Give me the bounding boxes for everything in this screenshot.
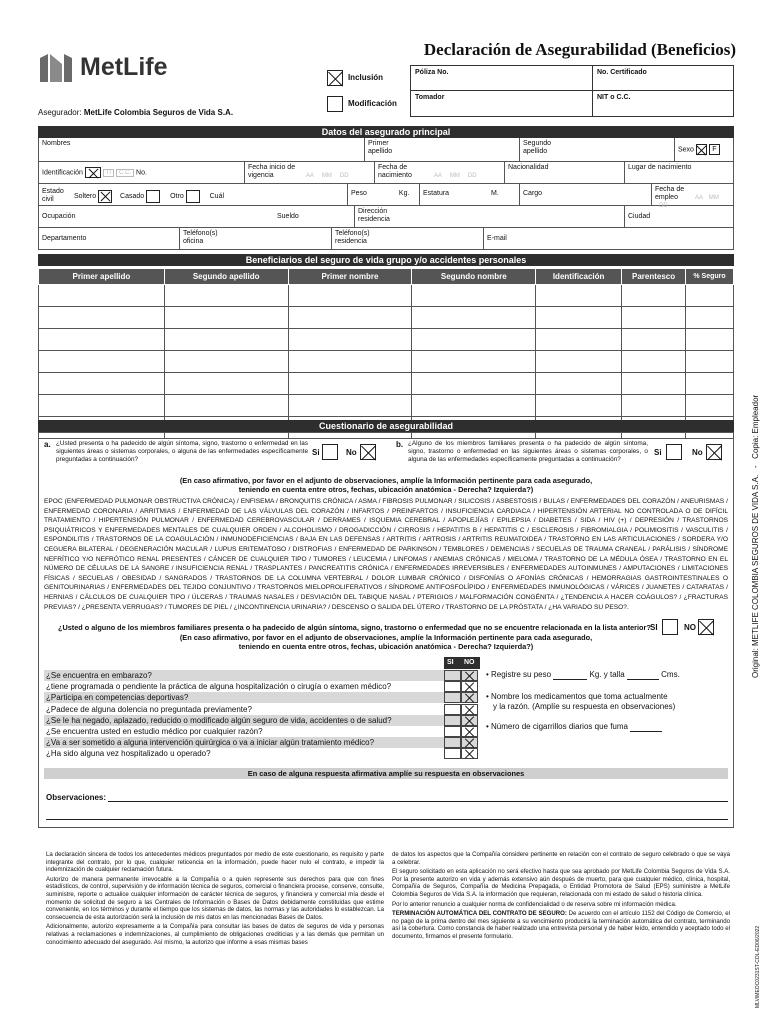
metlife-logo-icon bbox=[38, 52, 74, 84]
height-input[interactable] bbox=[627, 679, 659, 680]
beneficiary-cell[interactable] bbox=[288, 373, 412, 395]
side-cig-item: • Número de cigarrillos diarios que fuma bbox=[486, 722, 726, 732]
beneficiary-cell[interactable] bbox=[622, 395, 686, 417]
beneficiary-cell[interactable] bbox=[164, 373, 288, 395]
health-question-si-checkbox[interactable] bbox=[444, 737, 461, 748]
beneficiary-cell[interactable] bbox=[412, 307, 536, 329]
inicio-mm[interactable]: MM bbox=[321, 173, 332, 179]
instructions-2 bbox=[44, 633, 728, 651]
vertical-copy-note: Original: METLIFE COLOMBIA SEGUROS DE VIDA S.A. - Copia: Empleador bbox=[751, 394, 760, 678]
id-type-x-checkbox[interactable] bbox=[85, 167, 101, 178]
insured-section-title: Datos del asegurado principal bbox=[38, 126, 734, 138]
beneficiary-cell[interactable] bbox=[412, 351, 536, 373]
question-a-no-checkbox[interactable] bbox=[360, 444, 376, 460]
beneficiary-cell[interactable] bbox=[288, 307, 412, 329]
estado-civil-label: Estado civil bbox=[42, 188, 64, 203]
beneficiary-cell[interactable] bbox=[39, 395, 165, 417]
health-question-row: ¿Se encuentra usted en estudio médico por cualquier razón? bbox=[46, 727, 263, 736]
beneficiary-cell[interactable] bbox=[412, 373, 536, 395]
inicio-dd[interactable]: DD bbox=[339, 173, 349, 179]
fecha-empleo-label: Fecha de empleo bbox=[655, 186, 685, 201]
col-porcentaje: % Seguro bbox=[686, 269, 734, 285]
civil-row bbox=[38, 184, 734, 209]
disease-list: EPOC (ENFERMEDAD PULMONAR OBSTRUCTIVA CRÓNICA) / ENFISEMA / BRONQUITIS CRÓNICA / ASMA / FIBROSIS PULMONAR / SILICOSIS / ASBESTOSIS / BULAS / ENFERMEDADES DEL CORAZÓN / ANEURISMAS / ENFERMEDAD CORONARIA / ARRITMIAS / ENFERMEDAD DE LAS VÁLVULAS DEL CORAZÓN / INFARTOS / PREINFARTOS / INSUFICIENCIA CARDIACA / HIPERTENSIÓN ARTERIAL NO CONTROLADA O DE DIFÍCIL TRATAMIENTO / HIPERTENSIÓN PULMONAR / ENFERMEDAD CEREBROVASCULAR / DERRAMES / ISQUEMIA CEREBRAL / APOPLEJÍAS / EPILEPSIA / DIABETES / SIDA / HIV (+) / DEPRESIÓN / TRASTORNOS PSIQUIÁTRICOS Y ENFERMEDADES MENTALES DE CUALQUIER ORDEN / ALCOHOLISMO / DROGADICCIÓN / CIRROSIS / HEPATITIS B / HEPATITIS C / ESCLEROSIS / FIBROMIALGIA / POLIMIOSITIS / VASCULITIS / ESPONDILITIS / TRASTORNOS DE LA COAGULACIÓN / INMUNODEFICIENCIAS / BAJA EN LAS DEFENSAS / ARTRITIS / ARTROSIS / ARTRITIS REUMATOIDEA / TRASTORNO EN LAS ARTICULACIONES / SORDERA Y/O CEGUERA BILATERAL / DEGENERACIÓN MACULAR / LUPUS ERITEMATOSO / DISTROFIAS / ENFERMEDAD DE PARKINSON / TEMBLORES / DEMENCIAS / SECUELAS DE TRAUMA CRANEAL / PARÁLISIS / SÍNDROME NEFRÍTICO Y/O NEFRÓTICO RENAL PRESENTES / CÁNCER DE CUALQUIER TIPO / TUMORES / LEUCEMIA / LINFOMAS / ANEMIAS CRÓNICAS / MIELOMA / TRASTORNO DE LA MÉDULA ÓSEA / TRASTORNO EN EL NÚMERO DE CÉLULAS DE LA SANGRE / INSUFICIENCIA RENAL / TRASPLANTES / PANCREATITIS CRÓNICA / ENFERMEDADES IRREVERSIBLES / ENFERMEDADES AUTOINMUNES / AMPUTACIONES / LIMITACIONES FÍSICAS / SECUELAS / OBESIDAD / SANGRADOS / TRASTORNOS DE LA COLUMNA VERTEBRAL / DOLOR LUMBAR CRÓNICO / DISFONÍAS O AFONÍAS CRÓNICAS / HEMORRAGIAS GASTROINTESTINALES O GENITOURINARIAS / ENFERMEDADES DEL TEJIDO CONJUNTIVO / TRASTORNOS MIELOPROLIFERATIVOS / SÍNDROME ANTIFOSFOLÍPIDO / ENFERMEDADES INMUNOLÓGICAS / VÁRICES / JUANETES / CATARATAS / HERNIAS / CÁLCULOS DE CUALQUIER TIPO / ÚLCERAS / TRAUMAS NASALES / DESVIACIÓN DEL TABIQUE NASAL / PTERIGIOS / MALFORMACIÓN CONGÉNITA / ¿TENDENCIA A HACER COÁGULOS? / ¿FRACTURAS PREVIAS? / ¿PRESENTA VERRUGAS? / TUMORES DE PIEL / ¿INCONTINENCIA URINARIA? / DESCENSO O SALIDA DEL ÚTERO / TRASTORNO DE LA PRÓSTATA / ¿HA VARIADO SU PESO?. bbox=[44, 498, 728, 611]
poliza-field[interactable]: Póliza No. bbox=[415, 69, 449, 76]
beneficiaries-table bbox=[38, 268, 734, 439]
question-a bbox=[44, 440, 384, 470]
health-question-no-checkbox[interactable] bbox=[461, 692, 478, 703]
beneficiary-cell[interactable] bbox=[622, 307, 686, 329]
health-question-row: ¿Se encuentra en embarazo? bbox=[44, 670, 478, 681]
observaciones-line-1[interactable] bbox=[108, 801, 728, 802]
health-question-si-checkbox[interactable] bbox=[444, 670, 461, 681]
question-b-si-checkbox[interactable] bbox=[666, 444, 682, 460]
beneficiary-cell[interactable] bbox=[39, 285, 165, 307]
otro-label: Otro bbox=[170, 192, 184, 200]
col-identificacion: Identificación bbox=[536, 269, 622, 285]
beneficiary-cell[interactable] bbox=[536, 329, 622, 351]
certificado-field[interactable]: No. Certificado bbox=[597, 69, 647, 76]
footer-termination bbox=[392, 910, 730, 940]
segundo-apellido-field[interactable]: Segundo apellido bbox=[523, 140, 552, 155]
soltero-label: Soltero bbox=[73, 192, 97, 200]
casado-checkbox[interactable] bbox=[146, 190, 160, 203]
health-question-no-checkbox[interactable] bbox=[461, 748, 478, 759]
side-cms-label: Cms. bbox=[661, 670, 680, 679]
col-primer-apellido: Primer apellido bbox=[39, 269, 165, 285]
health-question-no-checkbox[interactable] bbox=[461, 704, 478, 715]
question-a-si-checkbox[interactable] bbox=[322, 444, 338, 460]
health-question-row: ¿Se le ha negado, aplazado, reducido o modificado algún seguro de vida, accidentes o de salud? bbox=[44, 715, 478, 726]
insurer-label: Asegurador: bbox=[38, 108, 82, 117]
departamento-row bbox=[38, 228, 734, 250]
health-question-si-checkbox[interactable] bbox=[444, 715, 461, 726]
beneficiary-cell[interactable] bbox=[686, 351, 734, 373]
beneficiary-cell[interactable] bbox=[622, 351, 686, 373]
health-question-si-checkbox[interactable] bbox=[444, 748, 461, 759]
insurer-name: MetLife Colombia Seguros de Vida S.A. bbox=[83, 108, 234, 117]
vertical-form-code: MLVIMEOC0231ST-COL-ED06/2022 bbox=[755, 925, 761, 1008]
side-meds-line2: y la razón. (Amplíe su respuesta en observaciones) bbox=[493, 702, 676, 711]
side-weight-item: • Registre su peso Kg. y talla Cms. bbox=[486, 670, 680, 679]
question-a-text: ¿Usted presenta o ha padecido de algún síntoma, signo, trastorno o enfermedad en las siguientes áreas o sistemas corporales, o alguna de las enfermedades específicamente preguntadas a continuación? bbox=[56, 440, 308, 463]
beneficiary-cell[interactable] bbox=[536, 285, 622, 307]
tel-oficina-field[interactable]: Teléfono(s) oficina bbox=[183, 230, 218, 245]
peso-field[interactable]: Peso bbox=[351, 190, 367, 197]
names-row bbox=[38, 138, 734, 162]
estatura-field[interactable]: Estatura bbox=[423, 190, 450, 197]
policy-box bbox=[410, 65, 734, 117]
col-segundo-nombre: Segundo nombre bbox=[412, 269, 536, 285]
beneficiary-cell[interactable] bbox=[686, 395, 734, 417]
nacimiento-dd[interactable]: DD bbox=[467, 173, 477, 179]
termination-text: De acuerdo con el artículo 1152 del Código de Comercio, el no pago de la prima dentro del mes siguiente a su vencimiento producirá la terminación automática del contrato, terminando así la cobertura. Como constancia de haber realizado una entrevista personal y de haber leído, entendido y aceptado todo el documento, firmamos el presente formulario. bbox=[392, 910, 730, 940]
modification-checkbox[interactable] bbox=[327, 96, 343, 112]
beneficiary-cell[interactable] bbox=[164, 307, 288, 329]
affirmative-bar: En caso de alguna respuesta afirmativa amplíe su respuesta en observaciones bbox=[44, 768, 728, 779]
otro-checkbox[interactable] bbox=[186, 190, 200, 203]
table-row bbox=[39, 351, 734, 373]
health-question-si-checkbox[interactable] bbox=[444, 681, 461, 692]
health-question-no-checkbox[interactable] bbox=[461, 670, 478, 681]
nacimiento-mm[interactable]: MM bbox=[449, 173, 460, 179]
insurer-line bbox=[38, 108, 233, 117]
id-cc-option[interactable]: C.C. bbox=[116, 169, 134, 177]
email-field[interactable]: E-mail bbox=[487, 235, 507, 242]
health-question-no-checkbox[interactable] bbox=[461, 737, 478, 748]
question-b-text: ¿Alguno de los miembros familiares presenta o ha padecido de algún síntoma, signo, trastorno o enfermedad en las siguientes áreas o sistemas corporales, o alguna de las enfermedades específicamente preguntadas a continuación? bbox=[408, 440, 648, 463]
empleo-aa[interactable]: AA bbox=[694, 195, 703, 201]
health-question-row: ¿Padece de alguna dolencia no preguntada previamente? bbox=[46, 704, 252, 714]
estatura-unit: M. bbox=[491, 190, 499, 197]
beneficiary-cell[interactable] bbox=[164, 395, 288, 417]
col-primer-nombre: Primer nombre bbox=[288, 269, 412, 285]
beneficiary-cell[interactable] bbox=[536, 373, 622, 395]
ciudad-field[interactable]: Ciudad bbox=[628, 213, 651, 220]
health-question-no-checkbox[interactable] bbox=[461, 715, 478, 726]
col-parentesco: Parentesco bbox=[622, 269, 686, 285]
side-meds-line1: Nombre los medicamentos que toma actualmente bbox=[491, 692, 668, 701]
footer-left-p1: La declaración sincera de todos los antecedentes médicos preguntados por medio de este cuestionario, es requisito y parte integrante del contrato, por lo que, cualquier reticencia en la información, puede hacer nulo el contrato, e impedir la indemnización de cualquier reclamación futura. bbox=[46, 851, 384, 874]
beneficiary-cell[interactable] bbox=[686, 307, 734, 329]
soltero-checkbox[interactable] bbox=[98, 190, 112, 203]
beneficiary-cell[interactable] bbox=[288, 285, 412, 307]
footer-left-p2: Autorizo de manera permanente irrevocable a la Compañía o a quien represente sus derechos para que con fines estadísticos, de control, supervisión y de información técnica de seguros, comercial o financiera procese, conserve, consulte, suministre, reporte o actualice cualquier información de carácter técnica de seguros, y financiera y comercial mía desde el momento de solicitud de seguro a las Centrales de Información o Bases de Datos debidamente constituidas que estime conveniente, en los términos y durante el tiempo que los sistemas de datos, las normas y las autoridades lo establezcan. La consecuencia de esta autorización será la inclusión de mis datos en las mencionadas Bases de Datos. bbox=[46, 875, 384, 921]
beneficiary-cell[interactable] bbox=[686, 373, 734, 395]
beneficiary-cell[interactable] bbox=[536, 307, 622, 329]
inclusion-checkbox[interactable] bbox=[327, 70, 343, 86]
beneficiaries-section-title: Beneficiarios del seguro de vida grupo y/o accidentes personales bbox=[38, 254, 734, 266]
beneficiary-cell[interactable] bbox=[288, 329, 412, 351]
beneficiary-cell[interactable] bbox=[536, 395, 622, 417]
beneficiaries-header-row bbox=[39, 269, 734, 285]
primer-apellido-field[interactable]: Primer apellido bbox=[368, 140, 393, 155]
beneficiary-cell[interactable] bbox=[288, 351, 412, 373]
cargo-field[interactable]: Cargo bbox=[523, 190, 543, 197]
fecha-inicio-label: Fecha inicio de vigencia bbox=[248, 164, 296, 179]
id-ti-option[interactable]: TI bbox=[103, 169, 114, 177]
sexo-f-label: F bbox=[712, 146, 717, 153]
observaciones-line-2[interactable] bbox=[46, 819, 728, 820]
sino-si-header: SI bbox=[447, 659, 454, 666]
fecha-nacimiento-label: Fecha de nacimiento bbox=[378, 164, 412, 179]
nombres-field[interactable]: Nombres bbox=[42, 140, 71, 147]
casado-label: Casado bbox=[120, 192, 145, 200]
sexo-f-checkbox[interactable] bbox=[709, 144, 720, 155]
instructions-2-line1: (En caso afirmativo, por favor en el adjunto de observaciones, amplíe la Información pertinente para cada asegurado, bbox=[179, 633, 593, 642]
beneficiary-cell[interactable] bbox=[164, 351, 288, 373]
table-row bbox=[39, 395, 734, 417]
table-row bbox=[39, 373, 734, 395]
side-cig-label: Número de cigarrillos diarios que fuma bbox=[491, 722, 628, 731]
observaciones-block bbox=[46, 793, 728, 825]
nacimiento-aa[interactable]: AA bbox=[433, 173, 442, 179]
beneficiary-cell[interactable] bbox=[39, 351, 165, 373]
inclusion-label: Inclusión bbox=[347, 72, 384, 82]
instructions-1 bbox=[44, 476, 728, 494]
cual-field[interactable]: Cuál bbox=[209, 192, 225, 200]
sueldo-field[interactable]: Sueldo bbox=[277, 213, 299, 220]
id-row bbox=[38, 162, 734, 184]
family-question-text: ¿Usted o alguno de los miembros familiares presenta o ha padecido de algún síntoma, signo, trastorno o enfermedad que no se encuentre relacionada en la lista anterior? bbox=[58, 623, 651, 632]
footer-right-p3: Por lo anterior renuncio a cualquier norma de confidencialidad o de reserva sobre mi información médica. bbox=[392, 900, 677, 908]
instructions-2-line2: teniendo en cuenta entre otros, fechas, ubicación anatómica - Derecha? Izquierda?) bbox=[238, 642, 534, 651]
direccion-field[interactable]: Dirección residencia bbox=[358, 208, 390, 223]
sino-header bbox=[444, 657, 480, 669]
question-b-no-checkbox[interactable] bbox=[706, 444, 722, 460]
beneficiary-cell[interactable] bbox=[686, 329, 734, 351]
beneficiary-cell[interactable] bbox=[412, 285, 536, 307]
health-question-si-checkbox[interactable] bbox=[444, 726, 461, 737]
id-number-field[interactable]: No. bbox=[136, 169, 147, 177]
modification-option[interactable] bbox=[327, 96, 397, 112]
inicio-aa[interactable]: AA bbox=[305, 173, 314, 179]
beneficiary-cell[interactable] bbox=[39, 329, 165, 351]
family-si-label: SI bbox=[650, 623, 658, 632]
logo-wordmark: MetLife bbox=[80, 53, 168, 81]
health-question-row: ¿Ha sido alguna vez hospitalizado u operado? bbox=[46, 749, 211, 759]
question-b-letter: b. bbox=[396, 440, 404, 449]
question-a-no-label: No bbox=[346, 448, 357, 457]
cigarettes-input[interactable] bbox=[630, 731, 662, 732]
family-no-label: NO bbox=[684, 623, 696, 632]
health-question-si-checkbox[interactable] bbox=[444, 692, 461, 703]
footer-left bbox=[46, 851, 384, 948]
health-question-row: ¿Va a ser sometido a alguna intervención quirúrgica o va a iniciar algún tratamiento médico? bbox=[44, 737, 478, 748]
nit-field[interactable]: NIT o C.C. bbox=[597, 94, 631, 101]
beneficiary-cell[interactable] bbox=[412, 329, 536, 351]
tel-residencia-field[interactable]: Teléfono(s) residencia bbox=[335, 230, 370, 245]
inclusion-option[interactable] bbox=[327, 70, 383, 86]
sexo-m-checkbox[interactable] bbox=[696, 144, 707, 155]
footer-right-p2: El seguro solicitado en esta aplicación no será efectivo hasta que sea aprobado por MetLife Colombia Seguros de Vida S.A. Por la presente autorizo en vida y además extensivo aún después de muerto, para que cualquier médico, clínica, hospital, Compañía de Seguros, Compañía de Medicina Prepagada, o Entidad Promotora de Salud (EPS) suministre a MetLife Colombia Seguros de Vida S.A. la información que requieran, relacionada con mi estado de salud o historia clínica. bbox=[392, 868, 730, 898]
beneficiary-cell[interactable] bbox=[412, 395, 536, 417]
question-b bbox=[396, 440, 732, 470]
health-question-no-checkbox[interactable] bbox=[461, 681, 478, 692]
health-question-si-checkbox[interactable] bbox=[444, 704, 461, 715]
side-kg-label: Kg. y talla bbox=[589, 670, 625, 679]
col-segundo-apellido: Segundo apellido bbox=[164, 269, 288, 285]
beneficiary-cell[interactable] bbox=[686, 285, 734, 307]
identificacion-label: Identificación bbox=[42, 169, 83, 177]
footer-left-p3: Adicionalmente, autorizo expresamente a la Compañía para consultar las bases de datos de seguros de vida y personas relativas a reclamaciones e indemnizaciones, al cumplimiento de obligaciones crediticias y a las demás que permitan un conocimiento adecuado del asegurado. Así mismo, la autorizo que informe a esas mismas bases bbox=[46, 923, 384, 946]
beneficiary-cell[interactable] bbox=[622, 285, 686, 307]
beneficiary-cell[interactable] bbox=[164, 285, 288, 307]
footer-right bbox=[392, 851, 730, 943]
termination-title: TERMINACIÓN AUTOMÁTICA DEL CONTRATO DE SEGURO: bbox=[392, 910, 567, 918]
question-b-no-label: No bbox=[692, 448, 703, 457]
sexo-label: Sexo bbox=[678, 146, 694, 154]
beneficiary-cell[interactable] bbox=[39, 307, 165, 329]
sino-no-header: NO bbox=[464, 659, 475, 666]
table-row bbox=[39, 285, 734, 307]
document-title: Declaración de Asegurabilidad (Beneficios) bbox=[423, 40, 736, 59]
peso-unit: Kg. bbox=[398, 190, 410, 197]
nacionalidad-field[interactable]: Nacionalidad bbox=[508, 164, 549, 171]
instructions-1-line1: (En caso afirmativo, por favor en el adjunto de observaciones, amplíe la Información pertinente para cada asegurado, bbox=[179, 476, 593, 485]
table-row bbox=[39, 307, 734, 329]
modification-label: Modificación bbox=[347, 98, 397, 108]
empleo-dd[interactable]: DD bbox=[659, 203, 668, 209]
beneficiary-cell[interactable] bbox=[164, 329, 288, 351]
question-b-si-label: Si bbox=[654, 448, 662, 457]
side-weight-label: Registre su peso bbox=[491, 670, 552, 679]
tomador-field[interactable]: Tomador bbox=[415, 94, 445, 101]
beneficiary-cell[interactable] bbox=[288, 395, 412, 417]
footer-right-p1: de datos los aspectos que la Compañía considere pertinente en relación con el contrato de seguro celebrado o que se vaya a celebrar. bbox=[392, 851, 730, 866]
health-question-row: ¿Participa en competencias deportivas? bbox=[44, 692, 478, 703]
table-row bbox=[39, 329, 734, 351]
beneficiary-cell[interactable] bbox=[39, 373, 165, 395]
ocupacion-row bbox=[38, 206, 734, 228]
metlife-logo bbox=[38, 50, 188, 86]
family-question bbox=[44, 619, 728, 655]
ocupacion-field[interactable]: Ocupación bbox=[42, 213, 76, 220]
beneficiary-cell[interactable] bbox=[536, 351, 622, 373]
beneficiary-cell[interactable] bbox=[622, 373, 686, 395]
health-question-no-checkbox[interactable] bbox=[461, 726, 478, 737]
questionnaire-section-title: Cuestionario de asegurabilidad bbox=[38, 420, 734, 432]
observaciones-label: Observaciones: bbox=[46, 793, 107, 802]
question-a-si-label: Si bbox=[312, 448, 320, 457]
lugar-nacimiento-field[interactable]: Lugar de nacimiento bbox=[628, 164, 692, 171]
beneficiary-cell[interactable] bbox=[622, 329, 686, 351]
weight-input[interactable] bbox=[553, 679, 587, 680]
side-meds-item: • Nombre los medicamentos que toma actualmente y la razón. (Amplíe su respuesta en observaciones) bbox=[486, 692, 676, 711]
health-question-row: ¿tiene programada o pendiente la práctica de alguna hospitalización o cirugía o examen médico? bbox=[46, 682, 392, 692]
instructions-1-line2: teniendo en cuenta entre otros, fechas, ubicación anatómica - Derecha? Izquierda?) bbox=[238, 485, 534, 494]
departamento-field[interactable]: Departamento bbox=[42, 235, 87, 242]
question-a-letter: a. bbox=[44, 440, 51, 449]
empleo-mm[interactable]: MM bbox=[708, 195, 719, 201]
